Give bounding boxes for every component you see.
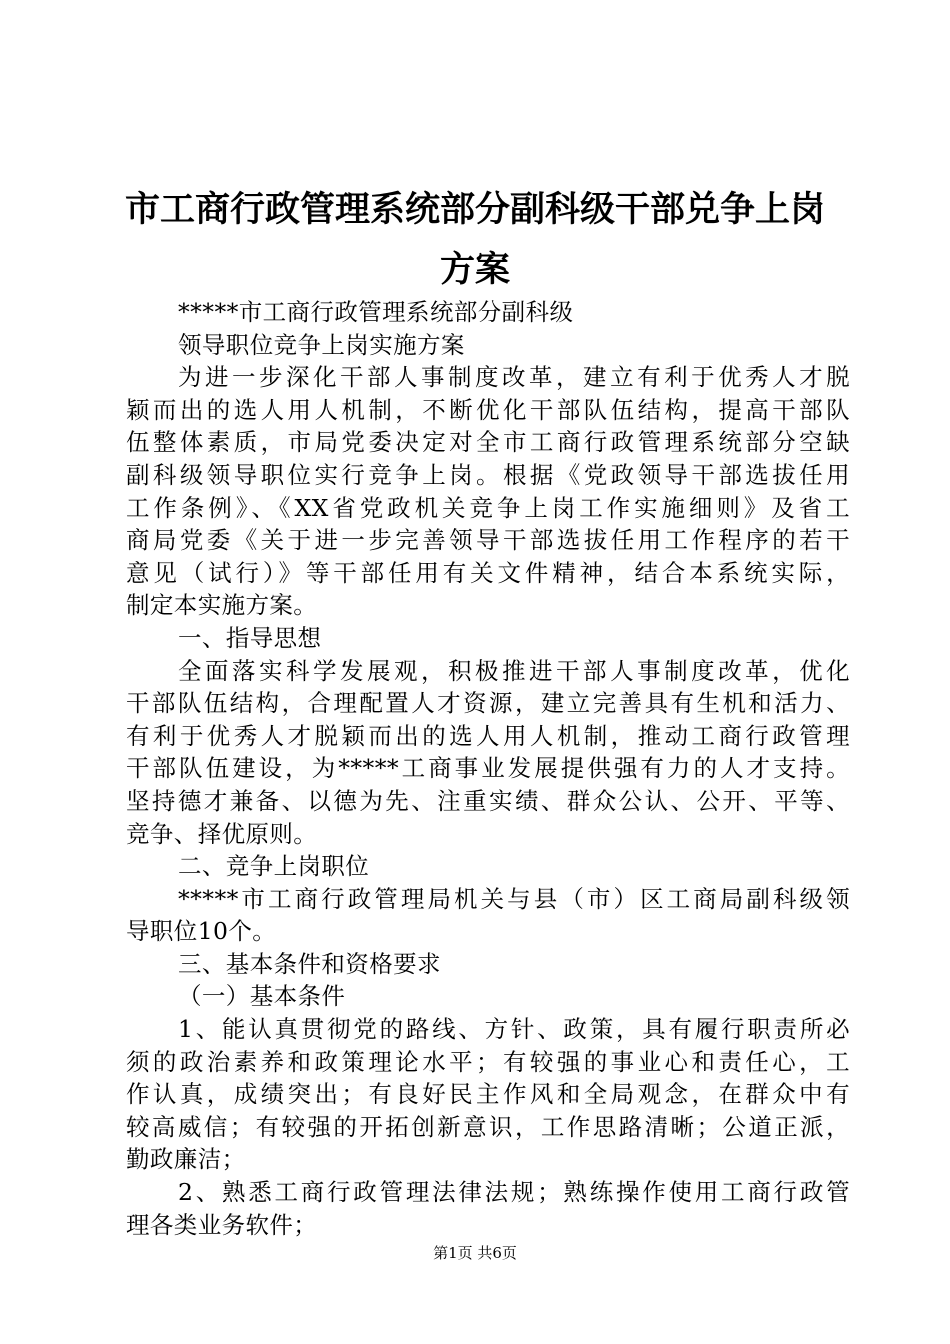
body-line: *****市工商行政管理局机关与县（市）区工商局副科级领 bbox=[178, 884, 850, 913]
body-line: 理各类业务软件； bbox=[126, 1210, 318, 1239]
body-line: 全面落实科学发展观，积极推进干部人事制度改革，优化 bbox=[178, 656, 850, 685]
body-line: 工作条例》、《XX省党政机关竞争上岗工作实施细则》及省工 bbox=[126, 493, 850, 522]
body-line: 副科级领导职位实行竞争上岗。根据《党政领导干部选拔任用 bbox=[126, 460, 850, 489]
body-line: 制定本实施方案。 bbox=[126, 591, 318, 620]
body-line: 意见（试行）》等干部任用有关文件精神，结合本系统实际， bbox=[126, 558, 850, 587]
body-line: 有利于优秀人才脱颖而出的选人用人机制，推动工商行政管理 bbox=[126, 721, 850, 750]
body-line: 须的政治素养和政策理论水平；有较强的事业心和责任心，工 bbox=[126, 1047, 850, 1076]
body-line: 勤政廉洁； bbox=[126, 1145, 246, 1174]
body-line: 领导职位竞争上岗实施方案 bbox=[178, 330, 465, 359]
body-line: 一、指导思想 bbox=[178, 623, 322, 652]
body-line: 伍整体素质，市局党委决定对全市工商行政管理系统部分空缺 bbox=[126, 428, 850, 457]
body-line: 较高威信；有较强的开拓创新意识，工作思路清晰；公道正派， bbox=[126, 1112, 850, 1141]
body-line: 1、能认真贯彻党的路线、方针、政策，具有履行职责所必 bbox=[178, 1015, 850, 1044]
body-line: 干部队伍结构，合理配置人才资源，建立完善具有生机和活力、 bbox=[126, 689, 850, 718]
body-line: *****市工商行政管理系统部分副科级 bbox=[178, 298, 574, 326]
body-line: 颖而出的选人用人机制，不断优化干部队伍结构，提高干部队 bbox=[126, 395, 850, 424]
body-line: 作认真，成绩突出；有良好民主作风和全局观念，在群众中有 bbox=[126, 1080, 850, 1109]
document-title-line-2: 方案 bbox=[439, 250, 510, 290]
document-title-line-1: 市工商行政管理系统部分副科级干部兑争上岗 bbox=[124, 190, 825, 230]
page-footer: 第1页 共6页 bbox=[433, 1244, 517, 1262]
body-line: 竞争、择优原则。 bbox=[126, 819, 318, 848]
body-line: 为进一步深化干部人事制度改革，建立有利于优秀人才脱 bbox=[178, 363, 850, 392]
body-line: 商局党委《关于进一步完善领导干部选拔任用工作程序的若干 bbox=[126, 526, 850, 555]
body-line: 导职位10个。 bbox=[126, 917, 277, 946]
body-line: （一）基本条件 bbox=[178, 982, 346, 1011]
body-line: 干部队伍建设，为*****工商事业发展提供强有力的人才支持。 bbox=[126, 754, 850, 783]
body-line: 二、竞争上岗职位 bbox=[178, 852, 370, 881]
body-line: 坚持德才兼备、以德为先、注重实绩、群众公认、公开、平等、 bbox=[126, 786, 850, 815]
document-body bbox=[126, 296, 850, 1241]
body-line: 2、熟悉工商行政管理法律法规；熟练操作使用工商行政管 bbox=[178, 1178, 850, 1207]
body-line: 三、基本条件和资格要求 bbox=[178, 949, 441, 978]
